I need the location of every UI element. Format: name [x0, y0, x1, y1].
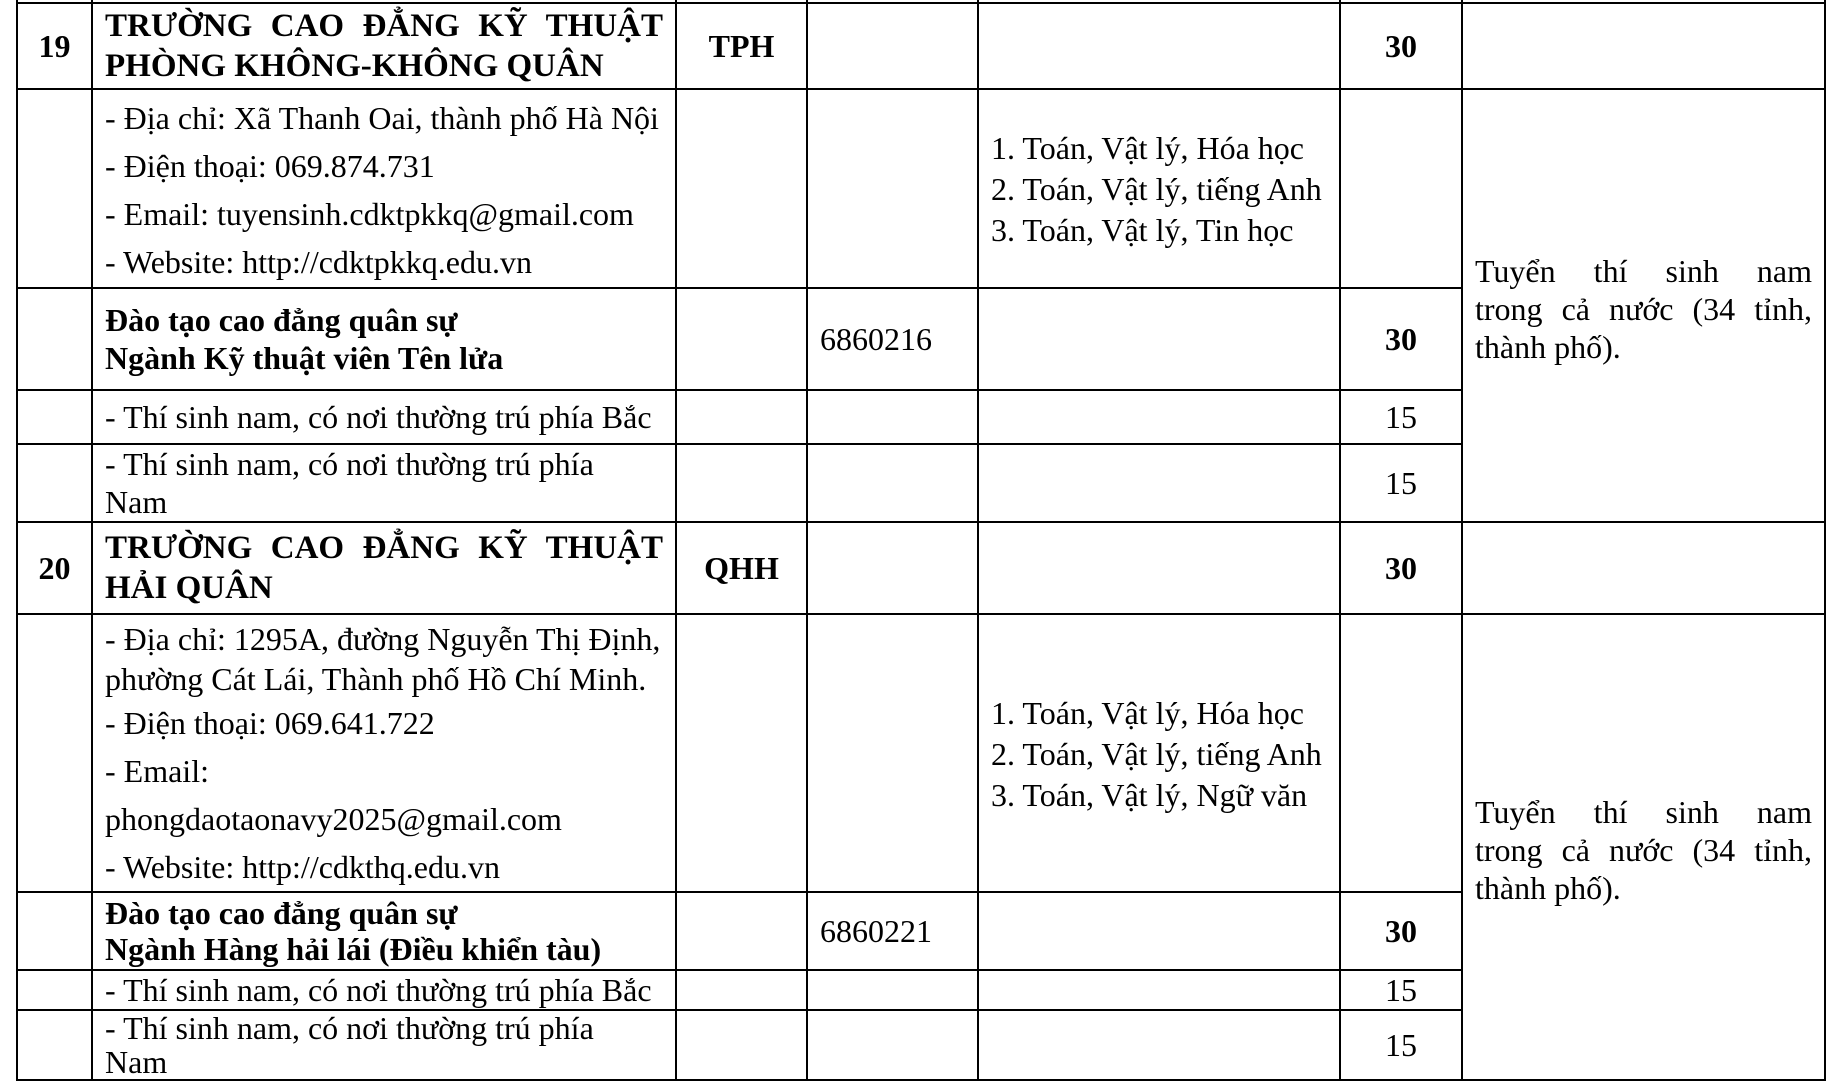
- program-line1: Đào tạo cao đẳng quân sự: [105, 895, 458, 931]
- school-quota: 30: [1340, 3, 1462, 89]
- school-quota: 30: [1340, 522, 1462, 614]
- school-number: 19: [17, 3, 92, 89]
- program-name: [92, 892, 676, 970]
- quota-south-value: 15: [1340, 444, 1462, 522]
- program-name: [92, 288, 676, 390]
- school-number: 20: [17, 522, 92, 614]
- combo-item: 3. Toán, Vật lý, Ngữ văn: [991, 776, 1308, 813]
- note-line1: Tuyển thí sinh nam: [1475, 252, 1812, 289]
- program-line2: Ngành Hàng hải lái (Điều khiển tàu): [105, 931, 602, 967]
- school-code: TPH: [676, 3, 807, 89]
- address-line1: - Địa chỉ: 1295A, đường Nguyễn Thị Định,: [105, 621, 661, 657]
- quota-south-label: - Thí sinh nam, có nơi thường trú phía Nam: [92, 1010, 676, 1080]
- quota-south-value: 15: [1340, 1010, 1462, 1080]
- combo-item: 2. Toán, Vật lý, tiếng Anh: [991, 171, 1322, 207]
- phone: - Điện thoại: 069.641.722: [105, 705, 435, 741]
- program-line1: Đào tạo cao đẳng quân sự: [105, 302, 458, 338]
- school-name: [92, 3, 676, 89]
- note-rest: trong cả nước (34 tỉnh, thành phố).: [1475, 832, 1812, 906]
- program-line2: Ngành Kỹ thuật viên Tên lửa: [105, 340, 504, 376]
- major-code: 6860221: [807, 892, 978, 970]
- school-name-line1: TRƯỜNG CAO ĐẲNG KỸ THUẬT: [105, 530, 663, 566]
- school-name-line2: HẢI QUÂN: [105, 570, 273, 606]
- combo-item: 2. Toán, Vật lý, tiếng Anh: [991, 735, 1322, 772]
- quota-south-label: - Thí sinh nam, có nơi thường trú phía Nam: [92, 444, 676, 522]
- school-row: [17, 522, 1825, 614]
- note-rest: trong cả nước (34 tỉnh, thành phố).: [1475, 290, 1812, 365]
- quota-north-label: - Thí sinh nam, có nơi thường trú phía Bắc: [92, 390, 676, 444]
- admission-note: [1462, 614, 1825, 1080]
- address: - Địa chỉ: Xã Thanh Oai, thành phố Hà Nội: [105, 99, 659, 136]
- school-contact-info: [92, 89, 676, 288]
- school-code: QHH: [676, 522, 807, 614]
- subject-combinations: [978, 614, 1340, 892]
- quota-north-value: 15: [1340, 970, 1462, 1010]
- school-info-row: [17, 614, 1825, 892]
- email: - Email: tuyensinh.cdktpkkq@gmail.com: [105, 195, 634, 232]
- school-name-line2: PHÒNG KHÔNG-KHÔNG QUÂN: [105, 48, 604, 84]
- quota-north-value: 15: [1340, 390, 1462, 444]
- website: - Website: http://cdkthq.edu.vn: [105, 849, 500, 885]
- major-code-cell: [807, 3, 978, 89]
- note-cell: [1462, 3, 1825, 89]
- school-contact-info: [92, 614, 676, 892]
- combo-item: 1. Toán, Vật lý, Hóa học: [991, 130, 1304, 166]
- combo-item: 3. Toán, Vật lý, Tin học: [991, 212, 1294, 248]
- admission-note: [1462, 89, 1825, 522]
- address-line2: phường Cát Lái, Thành phố Hồ Chí Minh.: [105, 661, 647, 697]
- quota-north-label: - Thí sinh nam, có nơi thường trú phía Bắc: [92, 970, 676, 1010]
- note-line1: Tuyển thí sinh nam: [1475, 794, 1812, 830]
- combo-cell: [978, 3, 1340, 89]
- combo-item: 1. Toán, Vật lý, Hóa học: [991, 694, 1304, 731]
- program-quota: 30: [1340, 892, 1462, 970]
- major-code: 6860216: [807, 288, 978, 390]
- program-quota: 30: [1340, 288, 1462, 390]
- school-row: [17, 3, 1825, 89]
- website: - Website: http://cdktpkkq.edu.vn: [105, 243, 532, 280]
- email: - Email: phongdaotaonavy2025@gmail.com: [105, 753, 562, 837]
- admissions-table: [16, 0, 1826, 1081]
- school-name: [92, 522, 676, 614]
- subject-combinations: [978, 89, 1340, 288]
- school-name-line1: TRƯỜNG CAO ĐẲNG KỸ THUẬT: [105, 8, 663, 44]
- phone: - Điện thoại: 069.874.731: [105, 147, 435, 184]
- school-info-row: [17, 89, 1825, 288]
